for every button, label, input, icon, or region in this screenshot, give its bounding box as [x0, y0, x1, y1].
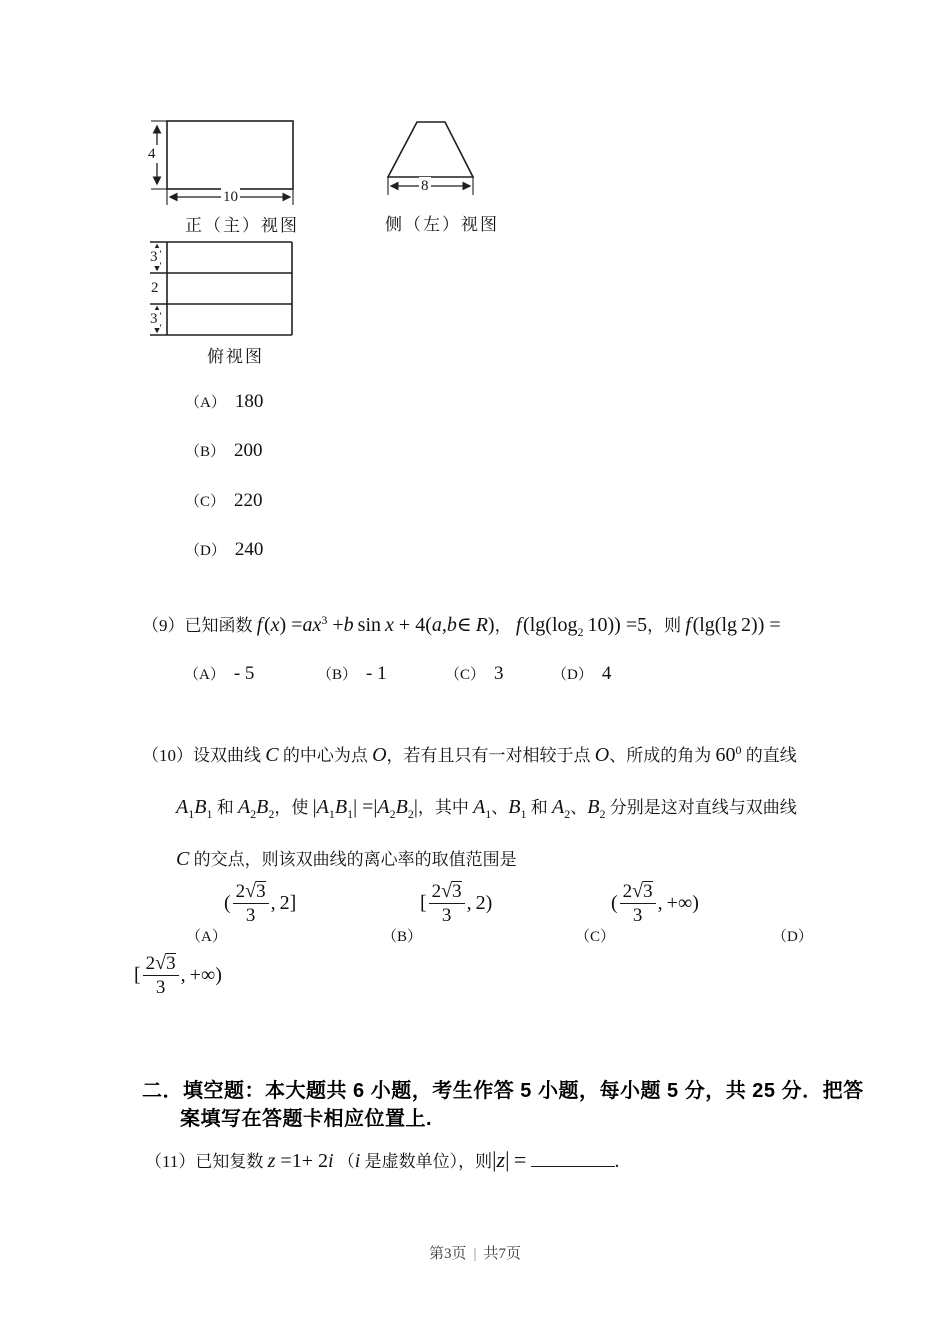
footer-separator: |	[473, 1246, 477, 1262]
question-10-line3: C 的交点，则该双曲线的离心率的取值范围是	[176, 848, 517, 870]
footer-total-pages: 共7页	[483, 1246, 522, 1262]
q9-option-b	[317, 663, 387, 685]
option-b-label: （B）	[185, 444, 226, 460]
front-view-caption: 正（主）视图	[185, 216, 299, 235]
answer-blank[interactable]	[531, 1146, 615, 1167]
question-11-modulus: |z| =	[492, 1147, 527, 1172]
q9-option-d-label: （D）	[552, 667, 593, 683]
side-view-caption: 侧（左）视图	[385, 215, 499, 234]
top-view-caption: 俯视图	[207, 347, 264, 366]
q9-option-c-label: （C）	[445, 667, 486, 683]
q9-option-c-value: 3	[494, 663, 504, 684]
section-2-heading-line2: 案填写在答题卡相应位置上.	[180, 1108, 433, 1130]
q9-option-d	[552, 663, 611, 685]
question-11-period: .	[614, 1150, 620, 1172]
question-11-text	[145, 1140, 620, 1182]
question-9-intro: 已知函数	[184, 616, 253, 635]
question-10-line2: $A_1B_1$ 和 $A_2B_2$，使 $|A_1B_1| =|A_2B_2|$，其中 $A_1$、$B_1$ 和 $A_2$、$B_2$ 分别是这对直线与双曲线	[176, 796, 797, 821]
option-b-row	[185, 440, 263, 462]
option-c-value: 220	[234, 490, 263, 511]
q9-option-a	[184, 663, 254, 685]
q9-option-b-label: （B）	[317, 667, 358, 683]
option-c-label: （C）	[185, 494, 226, 510]
side-view-trapezoid	[388, 122, 473, 177]
option-d-label: （D）	[185, 543, 226, 559]
q9-option-a-value: - 5	[233, 663, 255, 684]
q10-option-d-label: （D）	[772, 929, 813, 945]
question-9-ask: f (lg(lg 2)) =	[685, 614, 781, 636]
q10-option-b-label: （B）	[382, 929, 423, 945]
side-width-dim: 8	[421, 178, 429, 194]
option-a-row	[185, 391, 263, 413]
question-11-intro: 已知复数	[195, 1152, 264, 1171]
q9-option-b-value: - 1	[366, 663, 387, 684]
front-height-dim: 4	[148, 146, 156, 162]
option-a-label: （A）	[185, 395, 226, 411]
q10-option-a-interval: ( $\frac{2√3}{3}$ , 2]	[224, 880, 297, 927]
top-row1-dim: 3	[150, 249, 158, 265]
question-9-condition: f ($\lg(\log_2$ 10)) =5	[515, 614, 648, 639]
section-2-heading-line1: 二．填空题：本大题共 6 小题，考生作答 5 小题，每小题 5 分，共 25 分．把答	[142, 1080, 864, 1102]
question-9-formula: f $(x) =ax^3 +b$ sin x + 4(a,b∈ R)	[256, 613, 495, 636]
q10-option-a-label: （A）	[186, 929, 227, 945]
q10-option-b-interval: [ $\frac{2√3}{3}$ , 2)	[420, 880, 493, 927]
option-d-row	[185, 539, 263, 561]
front-width-dim: 10	[223, 189, 238, 205]
question-9-comma: ，	[494, 616, 512, 635]
question-9-then: ，则	[647, 616, 682, 635]
question-11-number: （11）	[145, 1152, 196, 1171]
question-11-complex: z =1+ 2i	[267, 1150, 334, 1172]
page-footer	[0, 1242, 950, 1263]
option-c-row	[185, 490, 263, 512]
question-10-line1: （10）设双曲线 C 的中心为点 O，若有且只有一对相较于点 O、所成的角为 $60^0$ 的直线	[142, 743, 797, 766]
top-row3-dim: 3	[150, 311, 158, 327]
footer-page-number: 第3页	[428, 1246, 467, 1262]
option-b-value: 200	[234, 440, 263, 461]
q10-option-c-label: （C）	[575, 929, 616, 945]
question-9-number: （9）	[142, 616, 185, 635]
question-9-text	[142, 608, 781, 643]
q9-option-d-value: 4	[601, 663, 612, 684]
q10-option-d-interval: [ $\frac{2√3}{3}$ , +∞)	[134, 952, 222, 999]
top-row2-dim: 2	[151, 280, 159, 296]
question-11-note: （i 是虚数单位），则	[337, 1150, 493, 1172]
front-view-rect	[167, 121, 293, 189]
q9-option-a-label: （A）	[184, 667, 225, 683]
option-d-value: 240	[234, 539, 264, 560]
q10-option-c-interval: ( $\frac{2√3}{3}$ , +∞)	[611, 880, 699, 927]
option-a-value: 180	[234, 391, 264, 412]
q9-option-c	[445, 663, 504, 685]
